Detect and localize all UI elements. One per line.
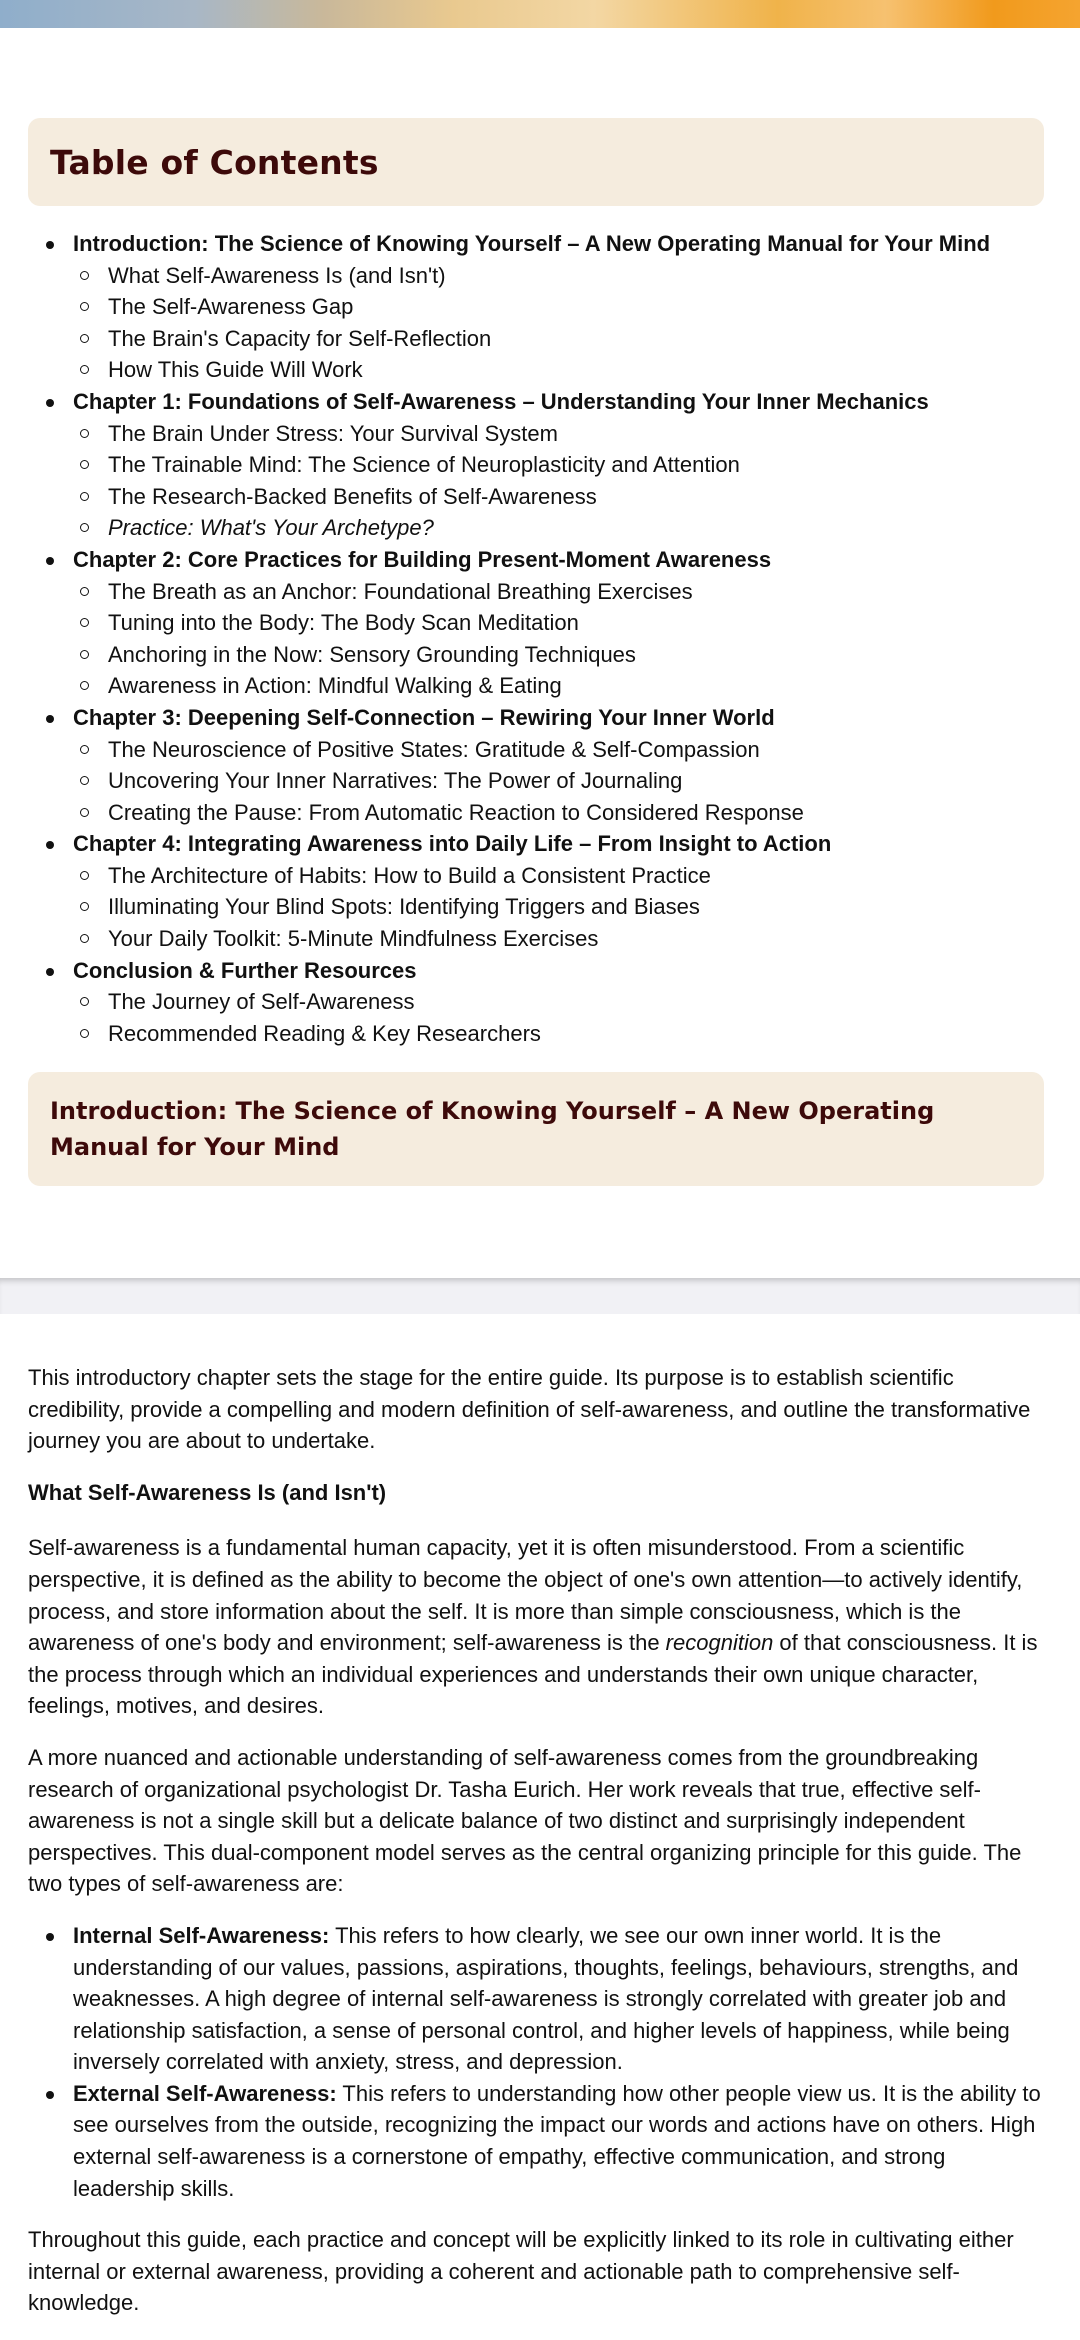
list-item-external xyxy=(28,2078,1048,2204)
toc-item[interactable]: The Brain Under Stress: Your Survival System xyxy=(73,418,1048,450)
toc-item[interactable]: The Journey of Self-Awareness xyxy=(73,986,1048,1018)
toc-item[interactable]: The Neuroscience of Positive States: Gratitude & Self-Compassion xyxy=(73,734,1048,766)
toc-chapter-title[interactable]: Chapter 3: Deepening Self-Connection – Rewiring Your Inner World xyxy=(73,704,775,730)
intro-heading-box xyxy=(28,1072,1044,1186)
toc-title-box xyxy=(28,118,1044,206)
toc-item[interactable]: The Breath as an Anchor: Foundational Breathing Exercises xyxy=(73,576,1048,608)
definition-paragraph xyxy=(28,1532,1048,1722)
toc-chapter-title[interactable]: Chapter 1: Foundations of Self-Awareness – Understanding Your Inner Mechanics xyxy=(73,388,929,414)
closing-paragraph: Throughout this guide, each practice and concept will be explicitly linked to its role in cultivating either internal or external awareness, providing a coherent and actionable path to comprehensive self-knowledge. xyxy=(28,2227,1014,2316)
page-top xyxy=(0,28,1080,1278)
toc-item[interactable]: Creating the Pause: From Automatic Reaction to Considered Response xyxy=(73,797,1048,829)
definition-text: Self-awareness is a fundamental human capacity, yet it is often misunderstood. From a scientific perspective, it is defined as the ability to become the object of one's own attention—to actively identify, process, and store information about the self. It is more than simple consciousness, which is the awareness of one's body and environment; self-awareness is the xyxy=(28,1535,1023,1656)
toc-item[interactable]: The Research-Backed Benefits of Self-Awareness xyxy=(73,481,1048,513)
toc-item[interactable]: What Self-Awareness Is (and Isn't) xyxy=(73,260,1048,292)
intro-heading: Introduction: The Science of Knowing Yourself – A New Operating Manual for Your Mind xyxy=(50,1097,935,1161)
toc-item[interactable]: Uncovering Your Inner Narratives: The Power of Journaling xyxy=(73,765,1048,797)
toc-chapter-title[interactable]: Conclusion & Further Resources xyxy=(73,957,417,983)
toc-item[interactable]: Recommended Reading & Key Researchers xyxy=(73,1018,1048,1050)
toc-chapter-title[interactable]: Introduction: The Science of Knowing Yourself – A New Operating Manual for Your Mind xyxy=(73,231,991,256)
page-body xyxy=(0,1314,1080,2340)
toc-chapter-title[interactable]: Chapter 2: Core Practices for Building Present-Moment Awareness xyxy=(73,546,772,572)
awareness-types-list xyxy=(28,1920,1048,2204)
toc-item[interactable]: The Self-Awareness Gap xyxy=(73,291,1048,323)
intro-content xyxy=(28,1362,1048,2339)
term-external: External Self-Awareness: xyxy=(73,2080,337,2106)
toc-chapter[interactable] xyxy=(28,955,1048,1050)
toc-chapter[interactable] xyxy=(28,386,1048,544)
model-paragraph: A more nuanced and actionable understanding of self-awareness comes from the groundbreaking research of organizational psychologist Dr. Tasha Eurich. Her work reveals that true, effective self-awareness is not a single skill but a delicate balance of two distinct and surprisingly independent perspectives. This dual-component model serves as the central organizing principle for this guide. The two types of self-awareness are: xyxy=(28,1744,1022,1897)
page-break xyxy=(0,1278,1080,1314)
toc-chapter[interactable] xyxy=(28,702,1048,828)
toc-chapter[interactable] xyxy=(28,828,1048,954)
toc-item[interactable]: Practice: What's Your Archetype? xyxy=(73,512,1048,544)
toc-item[interactable]: The Architecture of Habits: How to Build a Consistent Practice xyxy=(73,860,1048,892)
desc-internal: This refers to how clearly, we see our own inner world. It is the understanding of our values, passions, aspirations, thoughts, feelings, behaviours, strengths, and weaknesses. A high degree of internal self-awareness is strongly correlated with greater job and relationship satisfaction, a sense of personal control, and higher levels of happiness, while being inversely correlated with anxiety, stress, and depression. xyxy=(73,1922,1019,2075)
header-banner-image xyxy=(0,0,1080,28)
toc-item[interactable]: Illuminating Your Blind Spots: Identifying Triggers and Biases xyxy=(73,891,1048,923)
section-subheading: What Self-Awareness Is (and Isn't) xyxy=(28,1479,387,1505)
toc-item[interactable]: The Brain's Capacity for Self-Reflection xyxy=(73,323,1048,355)
toc-chapter[interactable] xyxy=(28,228,1048,386)
toc-title: Table of Contents xyxy=(50,142,379,182)
toc-item[interactable]: Tuning into the Body: The Body Scan Meditation xyxy=(73,607,1048,639)
list-item-internal xyxy=(28,1920,1048,2078)
toc-item[interactable]: Anchoring in the Now: Sensory Grounding Techniques xyxy=(73,639,1048,671)
emphasis-recognition: recognition xyxy=(665,1630,774,1656)
toc-item[interactable]: How This Guide Will Work xyxy=(73,354,1048,386)
toc-item[interactable]: Your Daily Toolkit: 5-Minute Mindfulness Exercises xyxy=(73,923,1048,955)
term-internal: Internal Self-Awareness: xyxy=(73,1922,330,1948)
toc-chapter-title[interactable]: Chapter 4: Integrating Awareness into Daily Life – From Insight to Action xyxy=(73,831,832,857)
intro-paragraph: This introductory chapter sets the stage for the entire guide. Its purpose is to establish scientific credibility, provide a compelling and modern definition of self-awareness, and outline the transformative journey you are about to undertake. xyxy=(28,1365,1031,1454)
toc-chapter[interactable] xyxy=(28,544,1048,702)
toc-list xyxy=(28,228,1048,1049)
toc-item[interactable]: Awareness in Action: Mindful Walking & Eating xyxy=(73,670,1048,702)
toc-item[interactable]: The Trainable Mind: The Science of Neuroplasticity and Attention xyxy=(73,449,1048,481)
desc-external: This refers to understanding how other people view us. It is the ability to see ourselves from the outside, recognizing the impact our words and actions have on others. High external self-awareness is a cornerstone of empathy, effective communication, and strong leadership skills. xyxy=(73,2080,1041,2201)
definition-text-end: of that consciousness. It is the process through which an individual experiences and understands their own unique character, feelings, motives, and desires. xyxy=(28,1630,1038,1719)
